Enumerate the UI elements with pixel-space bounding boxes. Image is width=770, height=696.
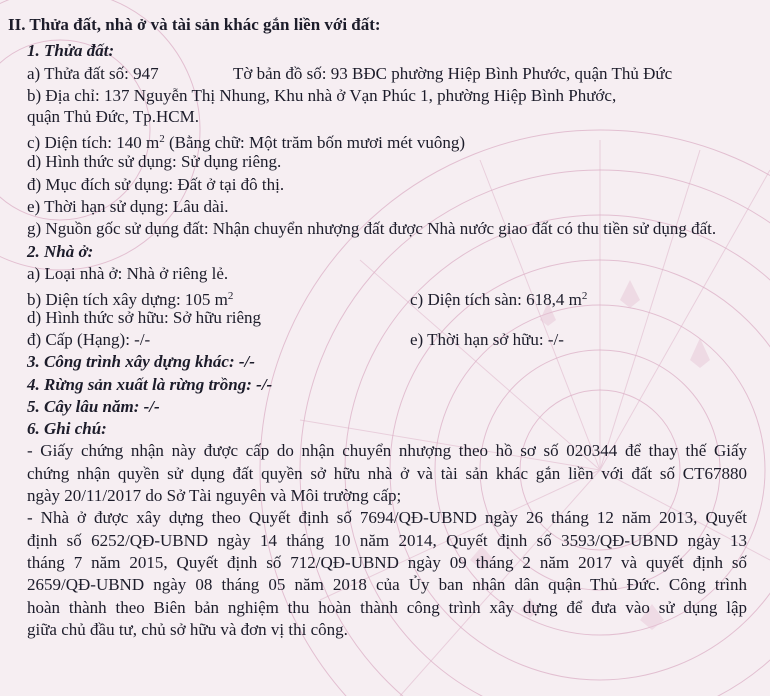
section-title: II. Thửa đất, nhà ở và tài sản khác gắn liền với đất: [8, 15, 381, 34]
map-sheet-row [233, 64, 672, 84]
house-ownership-form: d) Hình thức sở hữu: Sở hữu riêng [27, 308, 262, 327]
land-heading: 1. Thửa đất: [27, 41, 115, 60]
parcel-number-value: 947 [133, 64, 159, 83]
parcel-number-label: a) Thửa đất số: [27, 64, 129, 83]
note-1-line-2: chứng nhận quyền sử dụng đất quyền sở hữu nhà ở và tài sản khác gắn liền với đất số CT67880 [27, 464, 747, 483]
house-floor-area [410, 286, 587, 310]
land-address-line-1: b) Địa chỉ: 137 Nguyễn Thị Nhung, Khu nhà ở Vạn Phúc 1, phường Hiệp Bình Phước, [27, 86, 617, 105]
note-2-line-1: - Nhà ở được xây dựng theo Quyết định số 7694/QĐ-UBND ngày 26 tháng 12 năm 2013, Quyết [27, 508, 747, 527]
land-address-line-2: quận Thủ Đức, Tp.HCM. [27, 107, 199, 126]
house-type: a) Loại nhà ở: Nhà ở riêng lẻ. [27, 264, 229, 283]
land-parcel-number-row [27, 64, 159, 84]
note-1-line-3: ngày 20/11/2017 do Sở Tài nguyên và Môi trường cấp; [27, 486, 402, 505]
house-ownership-term: e) Thời hạn sở hữu: -/- [410, 330, 564, 349]
notes-heading: 6. Ghi chú: [27, 419, 107, 438]
house-heading: 2. Nhà ở: [27, 242, 94, 261]
note-2-line-3: tháng 7 năm 2015, Quyết định số 712/QĐ-UBND ngày 09 tháng 2 năm 2017 và quyết định số [27, 553, 747, 572]
floor-area-text: c) Diện tích sàn: 618,4 m [410, 290, 582, 309]
land-area-unit-sup: 2 [159, 133, 165, 145]
note-2-line-2: định số 6252/QĐ-UBND ngày 14 tháng 10 năm 2014, Quyết định số 3593/QĐ-UBND ngày 13 [27, 531, 747, 550]
note-2-line-4: 2659/QĐ-UBND ngày 08 tháng 05 năm 2018 của Ủy ban nhân dân quận Thủ Đức. Công trình [27, 575, 747, 594]
land-use-purpose: đ) Mục đích sử dụng: Đất ở tại đô thị. [27, 175, 285, 194]
house-built-area [27, 286, 233, 310]
note-2-line-6: giữa chủ đầu tư, chủ sở hữu và đơn vị thi công. [27, 620, 348, 639]
map-sheet-label: Tờ bản đồ số: [233, 64, 327, 83]
note-1-line-1: - Giấy chứng nhận này được cấp do nhận chuyển nhượng theo hồ sơ số 020344 để thay thế Giấy [27, 441, 747, 460]
land-area-text: c) Diện tích: 140 m [27, 133, 160, 152]
production-forest-heading: 4. Rừng sản xuất là rừng trồng: -/- [27, 375, 273, 394]
other-construction-heading: 3. Công trình xây dựng khác: -/- [27, 352, 255, 371]
land-origin: g) Nguồn gốc sử dụng đất: Nhận chuyển nhượng đất được Nhà nước giao đất có thu tiền sử dụng đất. [27, 219, 717, 238]
map-sheet-value: 93 BĐC phường Hiệp Bình Phước, quận Thủ Đức [330, 64, 673, 83]
land-use-term: e) Thời hạn sử dụng: Lâu dài. [27, 197, 229, 216]
built-area-text: b) Diện tích xây dựng: 105 m [27, 290, 228, 309]
house-grade: đ) Cấp (Hạng): -/- [27, 330, 151, 349]
built-area-unit-sup: 2 [227, 290, 234, 302]
land-use-form: d) Hình thức sử dụng: Sử dụng riêng. [27, 152, 282, 171]
land-area-in-words: (Bằng chữ: Một trăm bốn mươi mét vuông) [164, 133, 466, 152]
perennial-trees-heading: 5. Cây lâu năm: -/- [27, 397, 160, 416]
floor-area-unit-sup: 2 [581, 290, 588, 302]
land-area-row [27, 129, 465, 153]
note-2-line-5: hoàn thành theo Biên bản nghiệm thu hoàn thành công trình xây dựng để đưa vào sử dụng lập [27, 598, 747, 617]
